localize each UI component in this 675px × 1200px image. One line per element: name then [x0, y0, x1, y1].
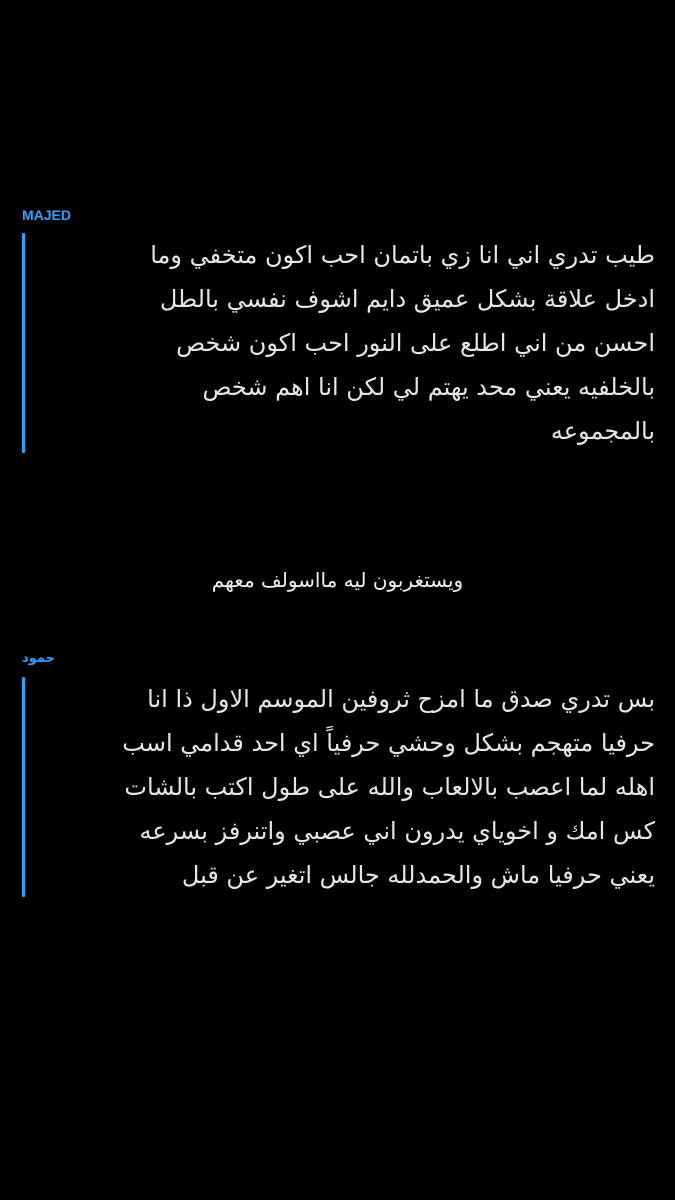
caption-text: ويستغربون ليه مااسولف معهم [211, 568, 464, 592]
message-line: طيب تدري اني انا زي باتمان احب اكون متخفي وما [150, 241, 655, 269]
message-hamoud [22, 650, 655, 897]
message-line: كس امك و اخوياي يدرون اني عصبي واتنرفز بسرعه [139, 817, 655, 845]
sender-name: MAJED [22, 207, 72, 223]
message-text [44, 233, 655, 453]
message-line: ادخل علاقة بشكل عميق دايم اشوف نفسي بالطل [159, 285, 655, 313]
message-line: احسن من اني اطلع على النور احب اكون شخص [176, 329, 655, 357]
quote-accent-bar [22, 677, 25, 897]
message-majed [22, 206, 655, 453]
message-line: حرفيا متهجم بشكل وحشي حرفياً اي احد قدامي اسب [122, 729, 655, 757]
message-line: بس تدري صدق ما امزح ثروفين الموسم الاول ذا انا [147, 685, 655, 713]
message-line: اهله لما اعصب بالالعاب والله على طول اكتب بالشات [124, 773, 655, 801]
message-line: بالمجموعه [550, 417, 655, 445]
sender-name: حمود [22, 651, 55, 666]
quote-accent-bar [22, 233, 25, 453]
quoted-message [22, 677, 655, 897]
quoted-message [22, 233, 655, 453]
message-line: يعني حرفيا ماش والحمدلله جالس اتغير عن قبل [181, 861, 655, 889]
message-text [44, 677, 655, 897]
message-line: بالخلفيه يعني محد يهتم لي لكن انا اهم شخص [202, 373, 655, 401]
